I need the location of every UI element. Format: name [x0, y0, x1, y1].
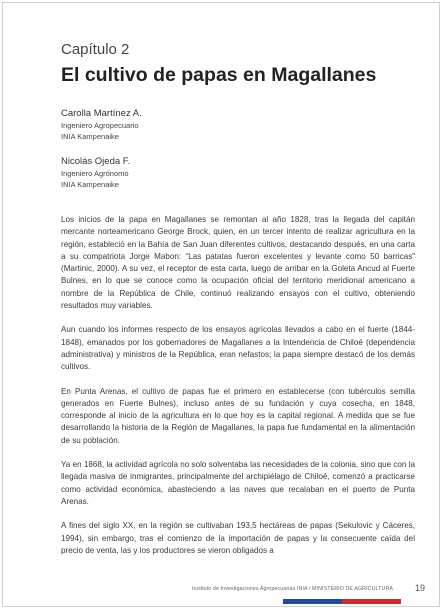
- author-block: [61, 155, 142, 190]
- stripe-red: [342, 599, 401, 604]
- paragraph: A fines del siglo XX, en la región se cultivaban 193,5 hectáreas de papas (Sekulovic y Cáceres, 1994), sin embargo, tras el comienzo de la importación de papas y la consecuente caída del precio de venta, las y los productores se vieron obligados a: [61, 521, 415, 555]
- author-block: [61, 107, 142, 142]
- author-role: Ingeniero Agropecuario: [61, 121, 139, 130]
- author-role: Ingeniero Agrónomo: [61, 169, 129, 178]
- paragraph: Ya en 1868, la actividad agrícola no solo solventaba las necesidades de la colonia, sino que con la llegada masiva de inmigrantes, principalmente del archipiélago de Chiloé, comenzó a practicarse como actividad económica, abasteciendo a las naves que recalaban en el puerto de Punta Arenas.: [61, 460, 415, 506]
- author-name: Carolla Martínez A.: [61, 108, 142, 119]
- chapter-label: Capítulo 2: [61, 41, 130, 58]
- body-text: [61, 214, 415, 569]
- document-page: [2, 2, 440, 607]
- paragraph: Los inicios de la papa en Magallanes se remontan al año 1828, tras la llegada del capitán mercante norteamericano George Brock, quien, en un tercer intento de realizar agricultura en la región, estableció en la Bahía de San Juan diferentes cultivos, destacando después, en una carta a su compatriota Jorge Mabon: “Las patatas fueron excelentes y levante como 50 barricas” (Martinic, 2000). A su vez, el receptor de esta carta, luego de arribar en la Goleta Ancud al Fuerte Bulnes, en lo que se conoce como la ocupación oficial del territorio meridional americano a nombre de la República de Chile, continuó realizando ensayos con el cultivo, obteniendo resultados muy variables.: [61, 215, 415, 311]
- author-org: INIA Kampenaike: [61, 132, 119, 141]
- chapter-title: El cultivo de papas en Magallanes: [61, 64, 377, 86]
- paragraph: En Punta Arenas, el cultivo de papas fue el primero en establecerse (con tubérculos semilla generados en Fuerte Bulnes), incluso antes de su fundación y cuya cosecha, en 1848, corresponde al inicio de la agricultura en lo que hoy es la capital regional. A medida que se fue desarrollando la historia de la Región de Magallanes, la papa fue fundamental en la alimentación de su población.: [61, 386, 415, 445]
- footer-text: Instituto de Investigaciones Agropecuarias INIA / MINISTERIO DE AGRICULTURA: [191, 586, 393, 592]
- chapter-header: [61, 41, 419, 87]
- stripe-blue: [283, 599, 342, 604]
- page-number: 19: [414, 583, 425, 593]
- footer-flag-stripe: [283, 599, 401, 604]
- page-footer: [3, 580, 439, 606]
- author-list: [61, 107, 142, 203]
- author-name: Nicolás Ojeda F.: [61, 156, 131, 167]
- author-org: INIA Kampenaike: [61, 180, 119, 189]
- paragraph: Aun cuando los informes respecto de los ensayos agrícolas llevados a cabo en el fuerte (1844-1848), emanados por los gobernadores de Magallanes a la Intendencia de Chiloé (dependencia administrativa) y ministros de la República, eran nefastos; la papa siempre destacó de los demás cultivos.: [61, 325, 415, 372]
